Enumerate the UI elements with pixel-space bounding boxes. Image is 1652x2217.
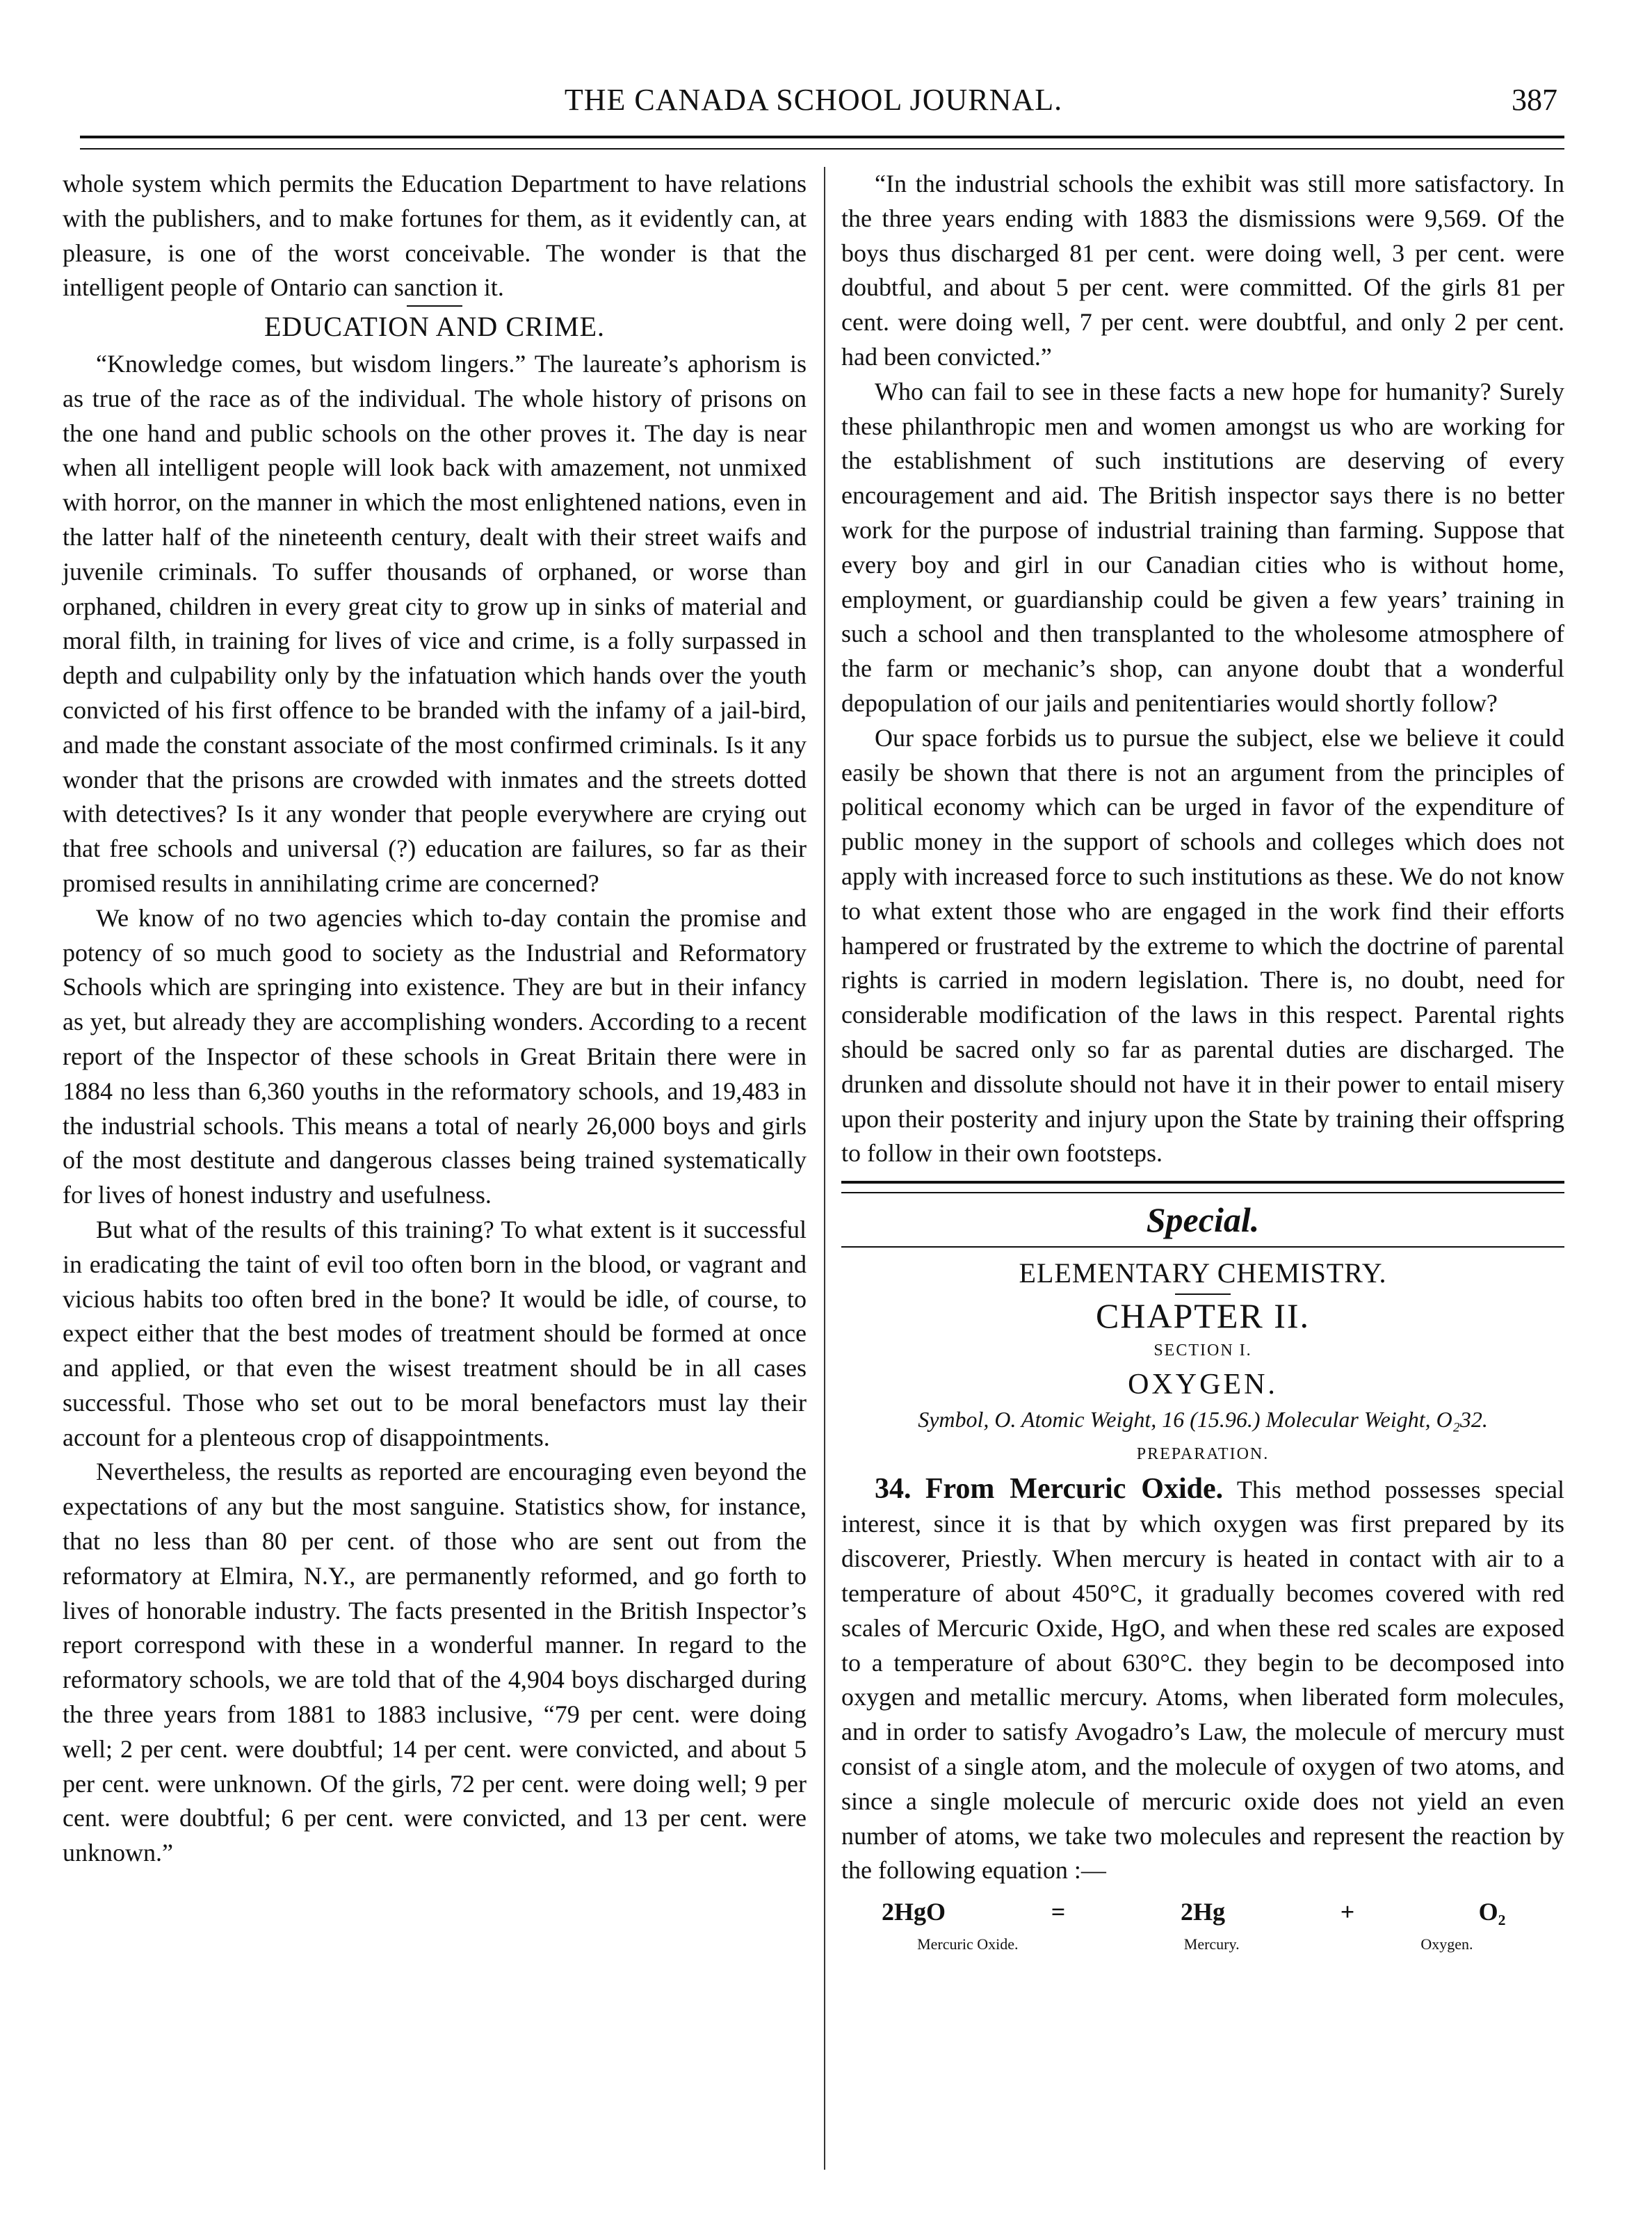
chapter-heading: CHAPTER II. — [1095, 1296, 1311, 1335]
journal-title: THE CANADA SCHOOL JOURNAL. — [564, 83, 1063, 117]
chemical-equation — [841, 1895, 1564, 1930]
special-heading: Special. — [1146, 1200, 1260, 1240]
section-label: SECTION I. — [1153, 1341, 1252, 1360]
article-number: 34. — [875, 1472, 912, 1505]
equation-lhs: 2HgO — [881, 1898, 946, 1926]
equation-rhs-oxygen: O₂ — [1478, 1898, 1506, 1926]
column-divider — [824, 167, 825, 2170]
paragraph: But what of the results of this training? To what extent is it successful in eradicating the taint of evil too often born in the blood, or vagrant and vicious habits too often bred in the bone? It would be idle, of course, to expect either that the best modes of treatment should be formed at once and applied, or that even the wisest treatment should be in all cases successful. Those who set out to be moral benefactors must lay their account for a plenteous crop of disappointments. — [63, 1215, 807, 1451]
chemistry-title: ELEMENTARY CHEMISTRY. — [1019, 1257, 1387, 1289]
label-mercury: Mercury. — [1183, 1935, 1240, 1953]
header-double-rule — [80, 136, 1564, 150]
paragraph: Who can fail to see in these facts a new hope for humanity? Surely these philanthropic men and women amongst us who are working for the establishment of such institutions are deserving of every encouragement and aid. The British inspector says there is no better work for the purpose of industrial training than farming. Suppose that every boy and girl in our Canadian cities who is without home, employment, or guardianship could be given a few years’ training in such a school and then transplanted to the wholesome atmosphere of the farm or mechanic’s shop, can anyone doubt that a wonderful depopulation of our jails and penitentiaries would shortly follow? — [841, 377, 1564, 717]
article-title: From Mercuric Oxide. — [925, 1472, 1224, 1505]
equation-labels — [841, 1927, 1564, 1962]
journal-page — [63, 63, 1564, 2177]
paragraph: “In the industrial schools the exhibit was still more satisfactory. In the three years ending with 1883 the dismissions were 9,569. Of the boys thus discharged 81 per cent. were doing well, 3 per cent. were doubtful, and about 5 per cent. were committed. Of the girls 81 per cent. were doing well, 7 per cent. were doubtful, and only 2 per cent. had been convicted.” — [841, 170, 1564, 371]
intro-paragraph: whole system which permits the Education Department to have relations with the publishers, and to make fortunes for them, as it evidently can, at pleasure, is one of the worst conceivable. The wonder is that the intelligent people of Ontario can sanction it. — [63, 170, 807, 302]
preparation-label: PREPARATION. — [1136, 1444, 1270, 1463]
section-rule — [841, 1246, 1564, 1248]
element-heading: OXYGEN. — [1128, 1369, 1278, 1401]
paragraph: Nevertheless, the results as reported are encouraging even beyond the expectations of any but the most sanguine. Statistics show, for instance, that no less than 80 per cent. of those who are sent out from the reformatory at Elmira, N.Y., are permanently reformed, and go forth to lives of honorable industry. The facts presented in the British Inspector’s report correspond with these in a wonderful manner. In regard to the reformatory schools, we are told that of the 4,904 boys discharged during the three years from 1881 to 1883 inclusive, “79 per cent. were doing well; 2 per cent. were doubtful; 14 per cent. were convicted, and about 5 per cent. were unknown. Of the girls, 72 per cent. were doing well; 9 per cent. were doubtful; 6 per cent. were convicted, and 13 per cent. were unknown.” — [63, 1458, 807, 1867]
right-column — [841, 167, 1564, 1962]
equation-equals: = — [1051, 1898, 1066, 1926]
paragraph: “Knowledge comes, but wisdom lingers.” The laureate’s aphorism is as true of the race as of the individual. The whole history of prisons on the one hand and public schools on the other proves it. The day is near when all intelligent people will look back with amazement, not unmixed with horror, on the manner in which the most enlightened nations, even in the latter half of the nineteenth century, dealt with their street waifs and juvenile criminals. To suffer thousands of orphaned, or worse than orphaned, children in every great city to grow up in sinks of material and moral filth, in training for lives of vice and crime, is a folly surpassed in depth and culpability only by the infatuation which hands over the youth convicted of his first offence to be branded with the infamy of a jail-bird, and made the constant associate of the most confirmed criminals. Is it any wonder that the prisons are crowded with inmates and the streets dotted with detectives? Is it any wonder that people everywhere are crying out that free schools and universal (?) education are failures, so far as their promised results in annihilating crime are concerned? — [63, 349, 807, 897]
equation-rhs-mercury: 2Hg — [1180, 1898, 1225, 1926]
symbol-line: Symbol, O. Atomic Weight, 16 (15.96.) Molecular Weight, O₂32. — [918, 1407, 1488, 1433]
label-oxygen: Oxygen. — [1420, 1935, 1473, 1953]
paragraph: We know of no two agencies which to-day contain the promise and potency of so much good to society as the Industrial and Reformatory Schools which are springing into existence. They are but in their infancy as yet, but already they are accomplishing wonders. According to a recent report of the Inspector of these schools in Great Britain there were in 1884 no less than 6,360 youths in the reformatory schools, and 19,483 in the industrial schools. This means a total of nearly 26,000 boys and girls of the most destitute and dangerous classes being trained systematically for lives of honest industry and usefulness. — [63, 903, 807, 1209]
paragraph: Our space forbids us to pursue the subject, else we believe it could easily be shown that there is not an argument from the principles of political economy which can be urged in favor of the expenditure of public money in the support of schools and colleges which does not apply with increased force to such institutions as these. We do not know to what extent those who are engaged in the work find their efforts hampered or frustrated by the extreme to which the doctrine of parental rights is carried in modern legislation. There is, no doubt, need for considerable modification of the laws in this respect. Parental rights should be sacred only so far as parental duties are discharged. The drunken and dissolute should not have it in their power to entail misery upon their posterity and injury upon the State by training their offspring to follow in their own footsteps. — [841, 723, 1564, 1168]
left-column — [63, 167, 807, 1871]
short-rule — [1175, 1293, 1231, 1295]
section-heading-education-and-crime: EDUCATION AND CRIME. — [264, 311, 605, 343]
article-text: This method possesses special interest, since it is that by which oxygen was first prepared by its discoverer, Priestly. When mercury is heated in contact with air to a temperature of about 450°C, it gradually becomes covered with red scales of Mercuric Oxide, HgO, and when these red scales are exposed to a temperature of about 630°C. they begin to be decomposed into oxygen and metallic mercury. Atoms, when liberated form molecules, and in order to satisfy Avogadro’s Law, the molecule of mercury must consist of a single atom, and the molecule of oxygen of two atoms, and since a single molecule of mercuric oxide does not yield an even number of atoms, we take two molecules and represent the reaction by the following equation :— — [841, 1475, 1565, 1885]
section-double-rule — [841, 1181, 1564, 1193]
page-number: 387 — [1512, 83, 1557, 117]
article-paragraph — [841, 1472, 1564, 1889]
page-header — [63, 63, 1564, 118]
label-mercuric-oxide: Mercuric Oxide. — [917, 1935, 1019, 1953]
short-rule — [407, 305, 462, 307]
equation-plus: + — [1340, 1898, 1355, 1926]
